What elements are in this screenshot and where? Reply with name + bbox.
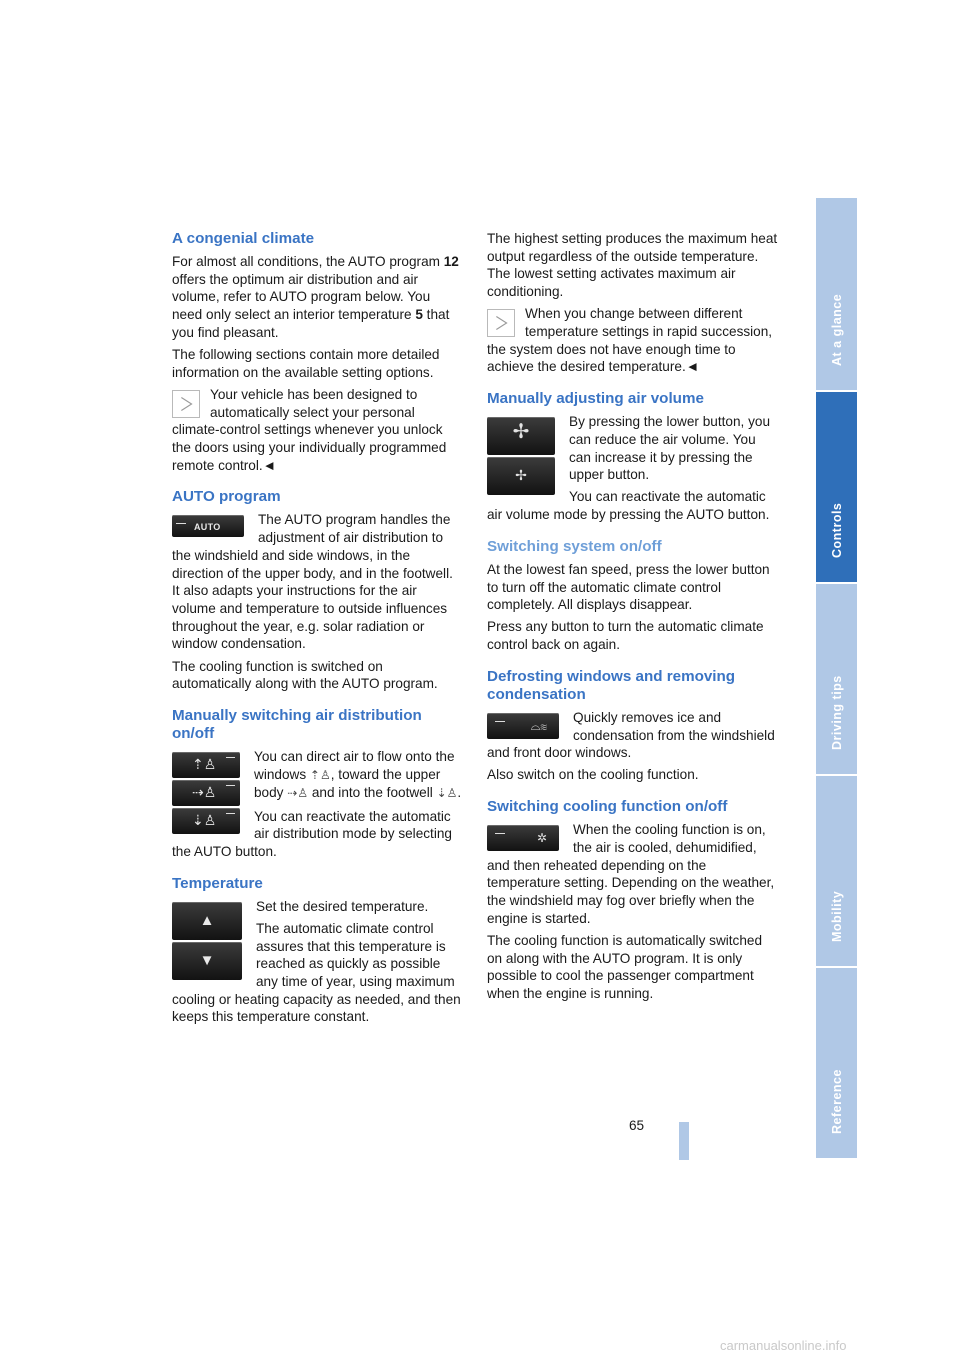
heading-air-volume: Manually adjusting air volume (487, 390, 704, 408)
heading-auto-program: AUTO program (172, 488, 281, 506)
distribution-paragraph-1: You can direct air to flow onto the windows ⇡♙, toward the upper body ⇢♙ and into the footwell ⇣♙. (254, 748, 462, 801)
heading-congenial-climate: A congenial climate (172, 230, 315, 247)
defrost-paragraph-2: Also switch on the cooling function. (487, 767, 699, 783)
air-distribution-buttons (172, 752, 240, 836)
left-column (172, 230, 464, 1040)
page-number: 65 (629, 1118, 645, 1133)
section-system-on-off (487, 538, 779, 654)
volume-paragraph-1: By pressing the lower button, you can reduce the air volume. You can increase it by pressing the upper button. (569, 414, 770, 483)
temperature-intro: The highest setting produces the maximum heat output regardless of the outside temperature. The lowest setting activates maximum air conditioning. (487, 231, 778, 300)
air-upper-body-icon: ⇢♙ (287, 786, 309, 801)
section-air-volume (487, 390, 779, 524)
right-column (487, 230, 779, 1017)
section-temperature (172, 875, 464, 1026)
arrow-up-icon: ▲ (199, 911, 215, 929)
temperature-buttons (172, 902, 242, 982)
congenial-paragraph-2: The following sections contain more detailed information on the available setting options. (172, 347, 440, 380)
congenial-note: Your vehicle has been designed to automatically select your personal climate-control settings whenever you unlock the doors using your individually programmed remote control.◄ (172, 386, 447, 473)
heading-air-distribution: Manually switching air distribution on/off (172, 706, 422, 742)
volume-paragraph-2: You can reactivate the automatic air volume mode by pressing the AUTO button. (487, 489, 770, 523)
cooling-button[interactable] (487, 825, 559, 851)
congenial-paragraph-1: For almost all conditions, the AUTO program 12 offers the optimum air distribution and air volume, refer to AUTO program below. You need only select an interior temperature 5 that you find pleasant. (172, 254, 459, 340)
temperature-up-button[interactable] (172, 902, 242, 940)
section-air-distribution (172, 707, 464, 861)
heading-temperature: Temperature (172, 874, 263, 892)
auto-paragraph-2: The cooling function is switched on automatically along with the AUTO program. (172, 658, 438, 692)
temperature-note: When you change between different temperature settings in rapid succession, the system does not have enough time to achieve the desired temperature.◄ (487, 306, 773, 375)
cooling-paragraph-2: The cooling function is automatically switched on along with the AUTO program. It is only possible to cool the passenger compartment when the engine is running. (487, 932, 763, 1001)
indicator-light-icon (226, 813, 235, 814)
note-arrow-icon (487, 309, 515, 337)
defrost-paragraph-1: Quickly removes ice and condensation from the windshield and front door windows. (487, 709, 775, 761)
tab-driving-tips[interactable]: Driving tips (816, 584, 857, 776)
onoff-paragraph-2: Press any button to turn the automatic climate control back on again. (487, 619, 764, 653)
cooling-paragraph-1: When the cooling function is on, the air is cooled, dehumidified, and then reheated depending on the temperature setting. Depending on the weather, the windshield may fog over briefly when the engine is started. (487, 822, 775, 926)
temperature-paragraph-1: Set the desired temperature. (256, 898, 429, 914)
auto-button-label: AUTO (194, 522, 221, 533)
air-volume-buttons (487, 417, 555, 497)
tab-controls[interactable]: Controls (816, 392, 857, 584)
air-volume-down-button[interactable] (487, 457, 555, 495)
note-arrow-icon (172, 390, 200, 418)
temperature-paragraph-2: The automatic climate control assures that this temperature is reached as quickly as possible any time of year, using maximum cooling or heating capacity as needed, and then keeps this temperature constant. (172, 920, 461, 1025)
watermark: carmanualsonline.info (720, 1338, 847, 1353)
arrow-down-icon: ▼ (199, 951, 215, 969)
tab-reference[interactable]: Reference (816, 968, 857, 1160)
footwell-distribution-button[interactable] (172, 808, 240, 834)
tab-mobility[interactable]: Mobility (816, 776, 857, 968)
heading-defrost: Defrosting windows and removing condensation (487, 667, 736, 703)
heading-system-on-off: Switching system on/off (487, 537, 662, 555)
windows-distribution-button[interactable] (172, 752, 240, 778)
auto-paragraph-1: The AUTO program handles the adjustment of air distribution to the windshield and side windows, in the direction of the upper body, and in the footwell. It also adapts your instructions for the air volume and temperature to outside influences throughout the year, e.g. solar radiation or window condensation. (172, 512, 453, 652)
indicator-light-icon (226, 757, 235, 758)
section-auto-program (172, 488, 464, 693)
section-cooling (487, 798, 779, 1003)
fan-large-icon: ✢ (512, 421, 530, 444)
indicator-light-icon (226, 785, 235, 786)
air-footwell-icon: ⇣♙ (436, 786, 458, 801)
distribution-paragraph-2: You can reactivate the automatic air distribution mode by selecting the AUTO button. (172, 808, 452, 859)
temperature-down-button[interactable] (172, 942, 242, 980)
indicator-light-icon (176, 523, 186, 524)
upper-body-distribution-button[interactable] (172, 780, 240, 806)
indicator-light-icon (495, 721, 505, 722)
air-windows-icon: ⇡♙ (309, 767, 331, 782)
windshield-defrost-icon: ⌓≋ (530, 718, 547, 733)
air-footwell-icon: ⇣♙ (192, 811, 217, 828)
air-volume-up-button[interactable] (487, 417, 555, 455)
section-temperature-continued (487, 230, 779, 376)
snowflake-icon: ✲ (536, 831, 547, 846)
section-congenial-climate (172, 230, 464, 474)
auto-button[interactable] (172, 515, 244, 537)
air-upper-body-icon: ⇢♙ (192, 783, 217, 800)
fan-small-icon: ✢ (515, 467, 527, 484)
section-defrost (487, 668, 779, 784)
page-number-bar (679, 1122, 689, 1160)
tab-at-a-glance[interactable]: At a glance (816, 198, 857, 392)
air-windows-icon: ⇡♙ (192, 755, 217, 772)
defrost-button[interactable] (487, 713, 559, 739)
onoff-paragraph-1: At the lowest fan speed, press the lower button to turn off the automatic climate control completely. All displays disappear. (487, 561, 770, 613)
indicator-light-icon (495, 833, 505, 834)
heading-cooling: Switching cooling function on/off (487, 798, 728, 816)
